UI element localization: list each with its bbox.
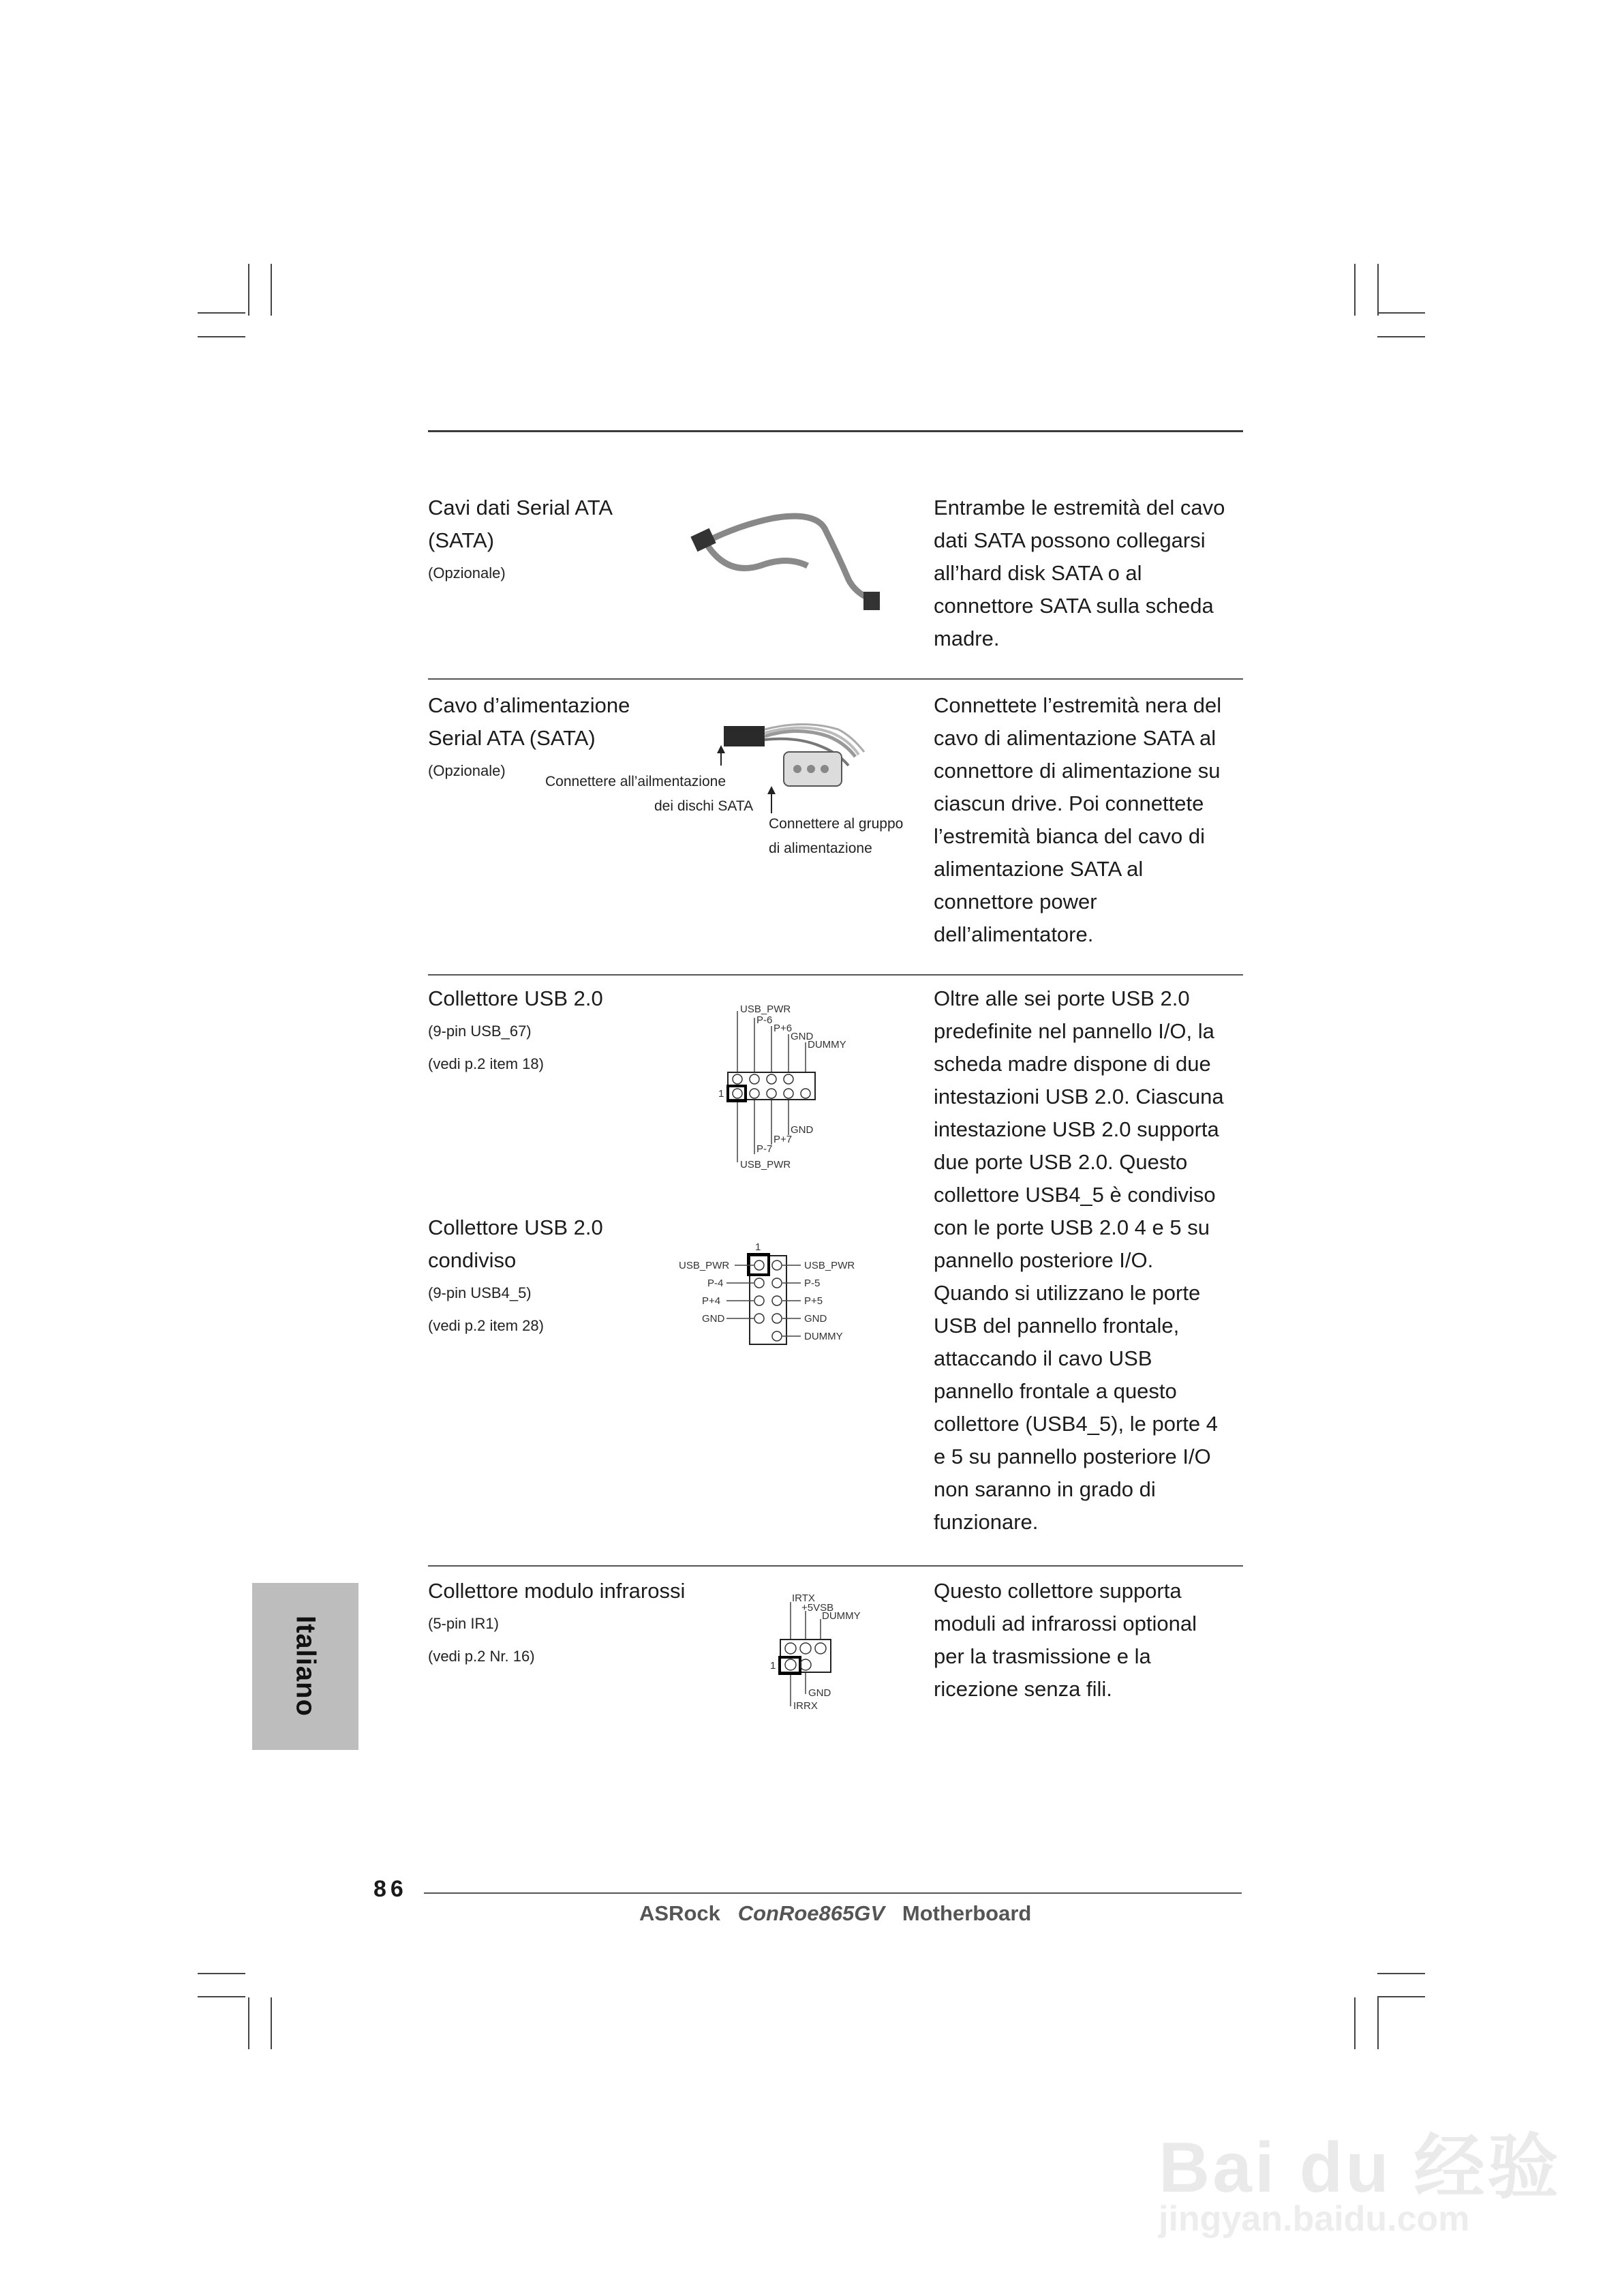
footer-caption xyxy=(639,1901,1031,1926)
pin-label: 1 xyxy=(755,1241,761,1253)
row-subtitle: (5-pin IR1) xyxy=(428,1615,499,1632)
pin-label: P+6 xyxy=(774,1023,793,1034)
watermark-logo: Bai du 经验 xyxy=(1159,2128,1561,2207)
row-subtitle: (Opzionale) xyxy=(428,762,506,779)
pin-label: GND xyxy=(702,1313,725,1325)
pin-label: GND xyxy=(791,1031,814,1042)
footer-model: ConRoe865GV xyxy=(737,1901,885,1925)
pin-label: USB_PWR xyxy=(804,1260,855,1271)
row-subtitle: (9-pin USB4_5) xyxy=(428,1284,532,1301)
pin-label: P-7 xyxy=(756,1143,773,1155)
row-title: Collettore USB 2.0 xyxy=(428,1215,603,1239)
pin-label: P+7 xyxy=(774,1134,793,1145)
row-subtitle: (vedi p.2 item 28) xyxy=(428,1317,544,1334)
divider xyxy=(428,678,1243,680)
row-title: Cavo d’alimentazione xyxy=(428,693,630,717)
row-title: Cavi dati Serial ATA xyxy=(428,496,613,519)
pin-label: IRRX xyxy=(793,1700,818,1712)
row-title: (SATA) xyxy=(428,528,495,552)
pin-label: GND xyxy=(804,1313,827,1325)
top-rule xyxy=(428,430,1243,432)
row-title: Collettore USB 2.0 xyxy=(428,986,603,1010)
sata-data-cable-illustration xyxy=(685,491,889,610)
divider xyxy=(428,1565,1243,1567)
pin-label: USB_PWR xyxy=(740,1003,791,1015)
row-subtitle: (vedi p.2 Nr. 16) xyxy=(428,1648,535,1665)
pin-label: DUMMY xyxy=(808,1039,846,1051)
row-subtitle: (Opzionale) xyxy=(428,564,506,581)
pin-label: P+5 xyxy=(804,1295,823,1307)
pin-label: IRTX xyxy=(792,1592,815,1604)
pin-label: USB_PWR xyxy=(679,1260,730,1271)
ir-pin-diagram xyxy=(763,1592,906,1721)
watermark-url: jingyan.baidu.com xyxy=(1159,2199,1470,2239)
pin-label: P-5 xyxy=(804,1278,821,1289)
page-number: 86 xyxy=(373,1876,408,1902)
row-subtitle: (9-pin USB_67) xyxy=(428,1023,532,1040)
footer-word: Motherboard xyxy=(902,1901,1032,1925)
pin-label: P-6 xyxy=(756,1014,773,1026)
pin-label: 1 xyxy=(718,1088,724,1100)
pin-label: DUMMY xyxy=(822,1610,861,1622)
pin-label: 1 xyxy=(770,1660,776,1672)
usb45-pin-diagram xyxy=(675,1241,872,1360)
pin-label: GND xyxy=(791,1124,814,1136)
pin-label: USB_PWR xyxy=(740,1159,791,1170)
footer-brand: ASRock xyxy=(639,1901,720,1925)
pin-label: GND xyxy=(808,1687,831,1699)
footer-rule xyxy=(424,1892,1242,1894)
usb67-pin-diagram xyxy=(716,999,872,1179)
pin-label: +5VSB xyxy=(801,1602,834,1614)
row-title: Collettore modulo infrarossi xyxy=(428,1579,686,1603)
pin-label: P-4 xyxy=(707,1278,724,1289)
pin-label: DUMMY xyxy=(804,1331,843,1342)
row-subtitle: (vedi p.2 item 18) xyxy=(428,1055,544,1072)
row-title: condiviso xyxy=(428,1248,517,1272)
language-tab-label: Italiano xyxy=(290,1615,321,1717)
row-title: Serial ATA (SATA) xyxy=(428,726,596,750)
divider xyxy=(428,974,1243,976)
language-tab xyxy=(252,1583,358,1750)
pin-label: P+4 xyxy=(702,1295,721,1307)
